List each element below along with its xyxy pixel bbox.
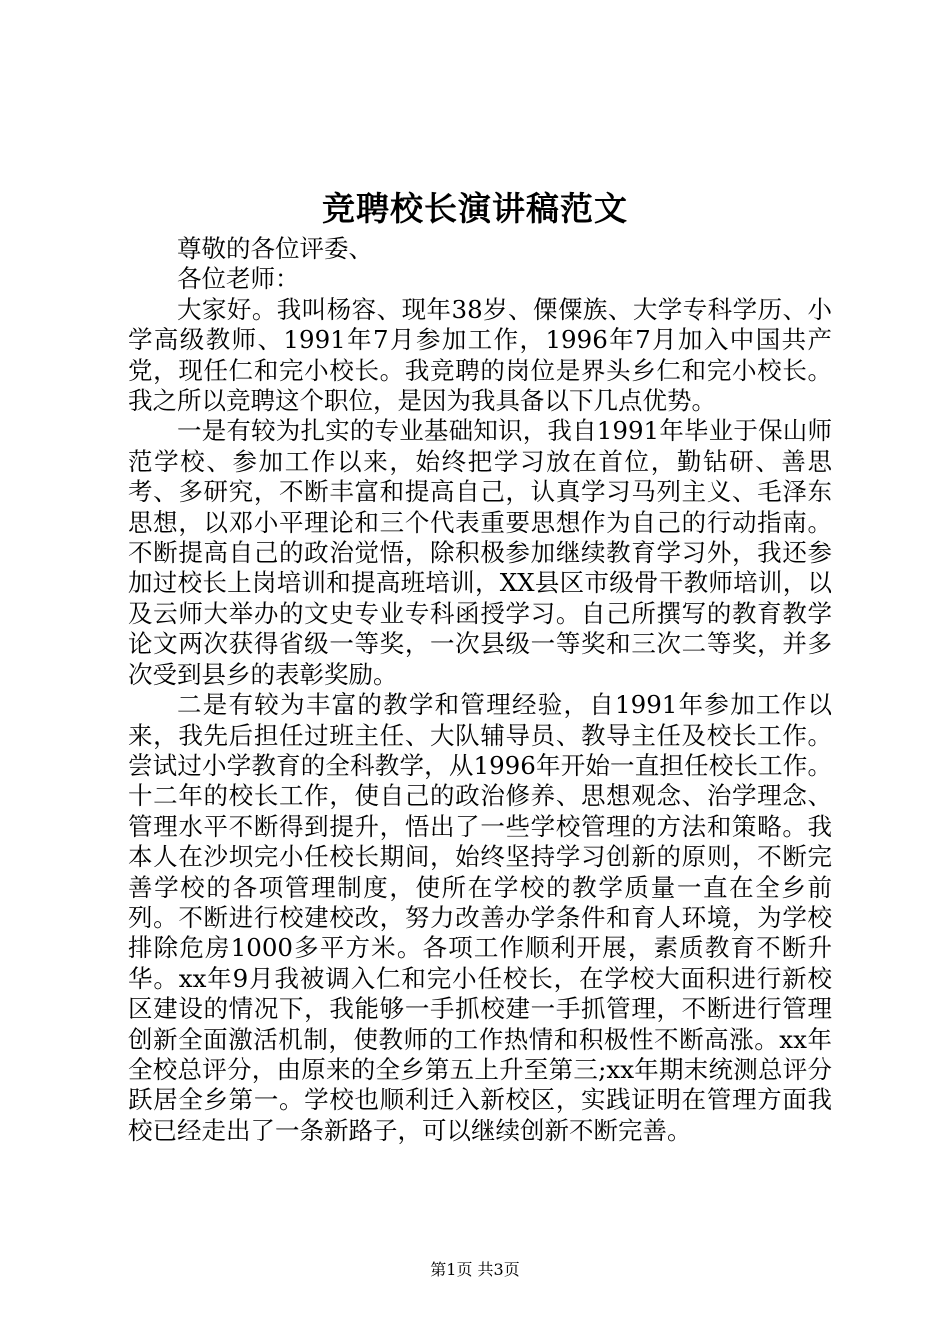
body-paragraph: 二是有较为丰富的教学和管理经验，自1991年参加工作以来，我先后担任过班主任、大队辅导员、教导主任及校长工作。尝试过小学教育的全科教学，从1996年开始一直担任校长工作。十二年的校长工作，使自己的政治修养、思想观念、治学理念、管理水平不断得到提升，悟出了一些学校管理的方法和策略。我本人在沙坝完小任校长期间，始终坚持学习创新的原则，不断完善学校的各项管理制度，使所在学校的教学质量一直在全乡前列。不断进行校建校改，努力改善办学条件和育人环境，为学校排除危房1000多平方米。各项工作顺利开展，素质教育不断升华。xx年9月我被调入仁和完小任校长，在学校大面积进行新校区建设的情况下，我能够一手抓校建一手抓管理，不断进行管理创新全面激活机制，使教师的工作热情和积极性不断高涨。xx年全校总评分，由原来的全乡第五上升至第三;xx年期末统测总评分跃居全乡第一。学校也顺利迁入新校区，实践证明在管理方面我校已经走出了一条新路子，可以继续创新不断完善。	[128, 690, 832, 1145]
document-title: 竞聘校长演讲稿范文	[322, 189, 628, 228]
page-footer	[0, 1260, 950, 1280]
body-paragraph: 大家好。我叫杨容、现年38岁、傈僳族、大学专科学历、小学高级教师、1991年7月参加工作，1996年7月加入中国共产党，现任仁和完小校长。我竞聘的岗位是界头乡仁和完小校长。我之所以竞聘这个职位，是因为我具备以下几点优势。	[128, 294, 832, 416]
body-paragraph: 一是有较为扎实的专业基础知识，我自1991年毕业于保山师范学校、参加工作以来，始终把学习放在首位，勤钻研、善思考、多研究，不断丰富和提高自己，认真学习马列主义、毛泽东思想，以邓小平理论和三个代表重要思想作为自己的行动指南。不断提高自己的政治觉悟，除积极参加继续教育学习外，我还参加过校长上岗培训和提高班培训，XX县区市级骨干教师培训，以及云师大举办的文史专业专科函授学习。自己所撰写的教育教学论文两次获得省级一等奖，一次县级一等奖和三次二等奖，并多次受到县乡的表彰奖励。	[128, 416, 832, 689]
salutation-line: 尊敬的各位评委、	[177, 234, 373, 263]
document-body	[128, 234, 832, 1146]
salutation-line: 各位老师：	[177, 264, 300, 294]
page-number-indicator: 第1页 共3页	[430, 1260, 520, 1279]
